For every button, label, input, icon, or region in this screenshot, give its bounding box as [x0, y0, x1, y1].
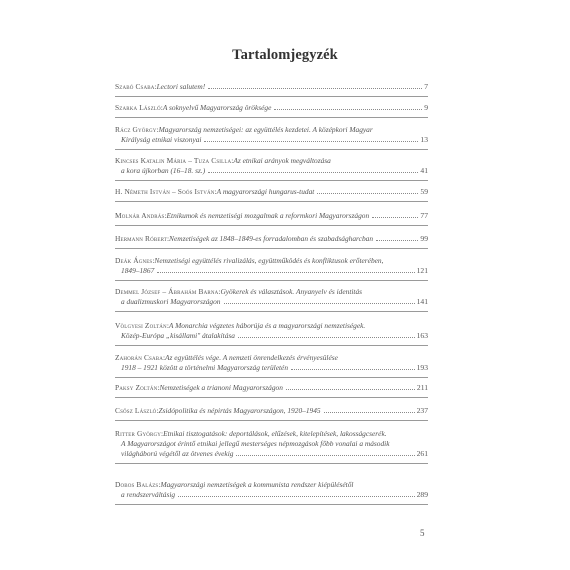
entry-divider: [115, 180, 428, 181]
toc-entry-line: [115, 321, 428, 331]
toc-separator: :: [156, 406, 159, 415]
toc-author: Molnár András: [115, 211, 165, 220]
entry-divider: [115, 377, 428, 378]
dot-leader: [376, 240, 418, 241]
entry-divider: [115, 311, 428, 312]
toc-entry-line: [115, 234, 428, 244]
toc-entry-line: [115, 266, 428, 276]
toc-entry-line: [115, 353, 428, 363]
dot-leader: [324, 412, 415, 413]
toc-title: 1849–1867: [121, 266, 155, 275]
dot-leader: [317, 193, 418, 194]
toc-page-number: 7: [424, 82, 428, 91]
toc-title: A soknyelvű Magyarország öröksége: [162, 103, 272, 112]
toc-title: Királyság etnikai viszonyai: [121, 135, 202, 144]
toc-entry-line: [115, 480, 428, 490]
toc-title: Magyarország nemzetiségei: az együttélés kezdetei. A középkori Magyar: [158, 125, 373, 134]
toc-entry: [115, 187, 428, 197]
dot-leader: [291, 369, 415, 370]
toc-author: Demmel József – Ábrahám Barna: [115, 287, 219, 296]
toc-author: H. Németh István – Soós István: [115, 187, 215, 196]
toc-title: Közép-Európa „kisállami" átalakítása: [121, 331, 235, 340]
toc-entry: [115, 156, 428, 176]
toc-entry: [115, 321, 428, 341]
toc-entry: [115, 211, 428, 221]
toc-entry-line: [115, 406, 428, 416]
toc-entry-line: [115, 383, 428, 393]
toc-separator: :: [156, 125, 159, 134]
toc-entry: [115, 287, 428, 307]
toc-title: a rendszerváltásig: [121, 490, 176, 499]
toc-separator: :: [152, 256, 155, 265]
toc-page-number: 59: [420, 187, 428, 196]
toc-title: Magyarországi nemzetiségek a kommunista rendszer kiépülésétől: [160, 480, 354, 489]
toc-author: Deák Ágnes: [115, 256, 153, 265]
toc-separator: :: [166, 234, 170, 243]
toc-entry-line: [115, 156, 428, 166]
toc-entry-line: [115, 429, 428, 439]
toc-entry-line: [115, 439, 428, 449]
toc-separator: :: [154, 82, 157, 91]
toc-separator: :: [214, 187, 217, 196]
toc-page-number: 193: [416, 363, 428, 372]
dot-leader: [236, 455, 414, 456]
toc-title: világháború végétől az ötvenes évekig: [121, 449, 234, 458]
toc-entry: [115, 406, 428, 416]
dot-leader: [372, 217, 418, 218]
toc-separator: :: [160, 103, 163, 112]
toc-author: Kincses Katalin Mária – Tuza Csilla: [115, 156, 232, 165]
toc-title: Etnikumok és nemzetiségi mozgalmak a reformkori Magyarországon: [166, 211, 370, 220]
toc-entry: [115, 103, 428, 113]
toc-page-number: 77: [420, 211, 428, 220]
toc-author: Csősz László: [115, 406, 157, 415]
toc-entry-line: [115, 490, 428, 500]
toc-entry: [115, 256, 428, 276]
dot-leader: [204, 141, 418, 142]
toc-entry: [115, 429, 428, 459]
toc-author: Rácz György: [115, 125, 157, 134]
dot-leader: [286, 389, 415, 390]
toc-entry-line: [115, 211, 428, 221]
toc-author: Völgyesi Zoltán: [115, 321, 167, 330]
toc-title: Etnikai tisztogatások: deportálások, elűzések, kitelepítések, lakosságcserék.: [163, 429, 387, 438]
entry-divider: [115, 397, 428, 398]
toc-author: Hermann Róbert: [115, 234, 167, 243]
dot-leader: [274, 109, 422, 110]
toc-entry: [115, 82, 428, 92]
toc-title: Zsidópolitika és népirtás Magyarországon, 1920–1945: [158, 406, 321, 415]
toc-title: Nemzetiségek az 1848–1849-es forradalomban és szabadságharcban: [169, 234, 374, 243]
toc-entry: [115, 234, 428, 244]
dot-leader: [208, 88, 422, 89]
toc-entry-line: [115, 135, 428, 145]
toc-entry-line: [115, 103, 428, 113]
page-title: Tartalomjegyzék: [232, 47, 338, 63]
toc-page-number: 211: [416, 383, 428, 392]
toc-entry-line: [115, 363, 428, 373]
toc-title: Gyökerek és választások. Anyanyelv és identitás: [220, 287, 363, 296]
toc-page-number: 13: [420, 135, 428, 144]
toc-separator: :: [218, 287, 221, 296]
toc-author: Paksy Zoltán: [115, 383, 158, 392]
toc-separator: :: [162, 353, 166, 362]
toc-entry: [115, 125, 428, 145]
toc-title: Az etnikai arányok megváltozása: [233, 156, 331, 165]
toc-page-number: 9: [424, 103, 428, 112]
toc-entry-line: [115, 331, 428, 341]
page-number: 5: [420, 528, 425, 538]
entry-divider: [115, 149, 428, 150]
toc-page-number: 41: [420, 166, 428, 175]
toc-author: Szabó Csaba: [115, 82, 155, 91]
toc-page-number: 121: [416, 266, 428, 275]
toc-title: Nemzetiségek a trianoni Magyarországon: [159, 383, 283, 392]
toc-entry-line: [115, 287, 428, 297]
entry-divider: [115, 280, 428, 281]
entry-divider: [115, 504, 428, 505]
dot-leader: [157, 272, 414, 273]
entry-divider: [115, 225, 428, 226]
entry-divider: [115, 420, 428, 421]
toc-page-number: 237: [416, 406, 428, 415]
toc-separator: :: [166, 321, 169, 330]
entry-divider: [115, 345, 428, 346]
toc-entry-line: [115, 125, 428, 135]
toc-separator: :: [158, 480, 161, 489]
toc-author: Szarka László: [115, 103, 161, 112]
toc-entry: [115, 353, 428, 373]
toc-separator: :: [157, 383, 160, 392]
toc-title: Nemzetiségi együttélés rivalizálás, együttműködés és konfliktusok erőterében,: [154, 256, 384, 265]
toc-entry-line: [115, 166, 428, 176]
toc-title: Az együttélés vége. A nemzeti önrendelkezés érvényesülése: [165, 353, 338, 362]
toc-author: Dobos Balázs: [115, 480, 159, 489]
toc-separator: :: [161, 429, 164, 438]
toc-title: a kora újkorban (16–18. sz.): [121, 166, 206, 175]
toc-page-number: 163: [416, 331, 428, 340]
toc-entry-line: [115, 297, 428, 307]
dot-leader: [224, 303, 415, 304]
toc-title: A Magyarországot érintő etnikai jellegű mesterséges népmozgások főbb vonalai a második: [121, 439, 390, 448]
toc-page-number: 289: [416, 490, 428, 499]
toc-title: Lectori salutem!: [156, 82, 206, 91]
toc-page-number: 261: [416, 449, 428, 458]
toc-entry-line: [115, 187, 428, 197]
toc-author: Ritter György: [115, 429, 162, 438]
toc-page-number: 99: [420, 234, 428, 243]
entry-divider: [115, 248, 428, 249]
toc-entry-line: [115, 256, 428, 266]
toc-separator: :: [164, 211, 167, 220]
toc-title: 1918 – 1921 között a történelmi Magyarország területén: [121, 363, 289, 372]
entry-divider: [115, 117, 428, 118]
dot-leader: [208, 172, 418, 173]
toc-page-number: 141: [416, 297, 428, 306]
entry-divider: [115, 96, 428, 97]
toc-entry: [115, 383, 428, 393]
entry-divider: [115, 463, 428, 464]
toc-title: A magyarországi hungarus-tudat: [216, 187, 315, 196]
entry-divider: [115, 201, 428, 202]
toc-entry-line: [115, 82, 428, 92]
toc-title: a dualizmuskori Magyarországon: [121, 297, 221, 306]
toc-entry-line: [115, 449, 428, 459]
dot-leader: [238, 337, 415, 338]
toc-title: A Monarchia végzetes háborúja és a magyarországi nemzetiségek.: [168, 321, 366, 330]
toc-separator: :: [231, 156, 234, 165]
toc-author: Zahorán Csaba: [115, 353, 163, 362]
toc-entry: [115, 480, 428, 500]
dot-leader: [178, 496, 414, 497]
